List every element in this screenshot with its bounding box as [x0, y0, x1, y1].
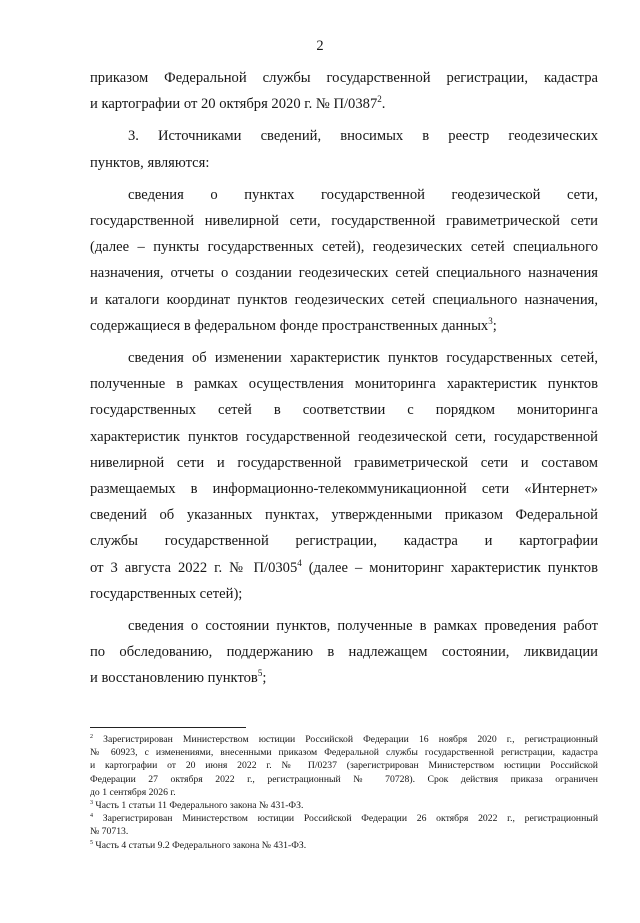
text-line: размещаемых в информационно-телекоммуникационной сети «Интернет»	[90, 481, 598, 498]
text-line: и картографии от 20 октября 2020 г. № П/0387$^2$.	[90, 94, 386, 113]
paragraph-3-sources	[90, 123, 598, 175]
footnote-ref: 2	[377, 94, 382, 105]
footnote-mark: 5	[90, 839, 93, 846]
text-line: пунктов, являются:	[90, 154, 210, 171]
page-number: 2	[316, 38, 324, 54]
paragraph-order-reference	[90, 65, 598, 117]
text-line: нивелирной сети и государственной гравиметрической сети и составом	[90, 454, 598, 471]
text-line: от 3 августа 2022 г. № П/0305$^4$ (далее – мониторинг характеристик пунктов	[90, 557, 598, 576]
footnote-5	[90, 839, 598, 852]
text-line: 3. Источниками сведений, вносимых в реестр геодезических	[90, 123, 598, 149]
text-line: и каталоги координат пунктов геодезических сетей специального назначения,	[90, 291, 598, 308]
text-line: государственных сетей в соответствии с порядком мониторинга	[90, 402, 598, 419]
footnote-line: и картографии от 20 июня 2022 г. № П/0237 (зарегистрирован Министерством юстиции Российской	[90, 760, 598, 772]
document-body	[90, 65, 598, 692]
text-line: сведения об изменении характеристик пунктов государственных сетей,	[128, 350, 598, 367]
footnote-line: № 60923, с изменениями, внесенными приказом Федеральной службы государственной регистрации, кадастра	[90, 747, 598, 759]
footnote-line: Федерации 27 октября 2022 г., регистрационный № 70728). Срок действия приказа ограничен	[90, 773, 598, 785]
paragraph-points-info	[90, 182, 598, 339]
footnote-line: $^2$ Зарегистрирован Министерством юстиции Российской Федерации 16 ноября 2020 г., регистрационный	[90, 733, 598, 745]
footnote-ref: 3	[488, 315, 493, 326]
text-line: назначения, отчеты о создании геодезических сетей специального назначения	[90, 265, 598, 282]
paragraph-monitoring	[90, 345, 598, 607]
footnote-line: $^3$ Часть 1 статьи 11 Федерального закона № 431-ФЗ.	[90, 799, 304, 812]
footnote-line: $^4$ Зарегистрирован Министерством юстиции Российской Федерации 26 октября 2022 г., регистрационный	[90, 812, 598, 825]
footnote-2	[90, 733, 598, 799]
footnote-ref: 5	[257, 668, 263, 679]
text-line: характеристик пунктов государственной геодезической сети, государственной	[90, 428, 598, 445]
item-number: 3.	[128, 128, 139, 145]
text-line: и восстановлению пунктов$^5$;	[90, 668, 267, 687]
text-line: по обследованию, поддержанию в надлежащем состоянии, ликвидации	[90, 644, 598, 661]
footnote-4	[90, 812, 598, 838]
text-line: сведений об указанных пунктах, утвержденными приказом Федеральной	[90, 507, 598, 524]
text-line: содержащиеся в федеральном фонде пространственных данных$^3$;	[90, 315, 497, 334]
text-line: государственной нивелирной сети, государственной гравиметрической сети	[90, 213, 598, 230]
footnote-line: $^5$ Часть 4 статьи 9.2 Федерального закона № 431-ФЗ.	[90, 839, 307, 851]
text-line: полученные в рамках осуществления мониторинга характеристик пунктов	[90, 376, 598, 393]
footnote-mark: 2	[90, 733, 93, 740]
text-line: государственных сетей);	[90, 585, 243, 602]
text-line: приказом Федеральной службы государственной регистрации, кадастра	[90, 70, 598, 86]
footnote-mark: 3	[90, 799, 93, 806]
footnote-3	[90, 799, 598, 812]
footnote-line: № 70713.	[90, 826, 129, 838]
text-line: службы государственной регистрации, кадастра и картографии	[90, 533, 598, 550]
footnote-mark: 4	[90, 812, 93, 819]
footnote-line: до 1 сентября 2026 г.	[90, 786, 176, 798]
text-line: сведения о состоянии пунктов, полученные в рамках проведения работ	[128, 618, 598, 635]
paragraph-points-state	[90, 613, 598, 692]
footnote-ref: 4	[297, 557, 302, 568]
text-line: (далее – пункты государственных сетей), геодезических сетей специального	[90, 239, 598, 256]
footnote-separator	[90, 727, 246, 728]
footnotes	[90, 733, 598, 852]
text-line: сведения о пунктах государственной геодезической сети,	[128, 186, 598, 203]
